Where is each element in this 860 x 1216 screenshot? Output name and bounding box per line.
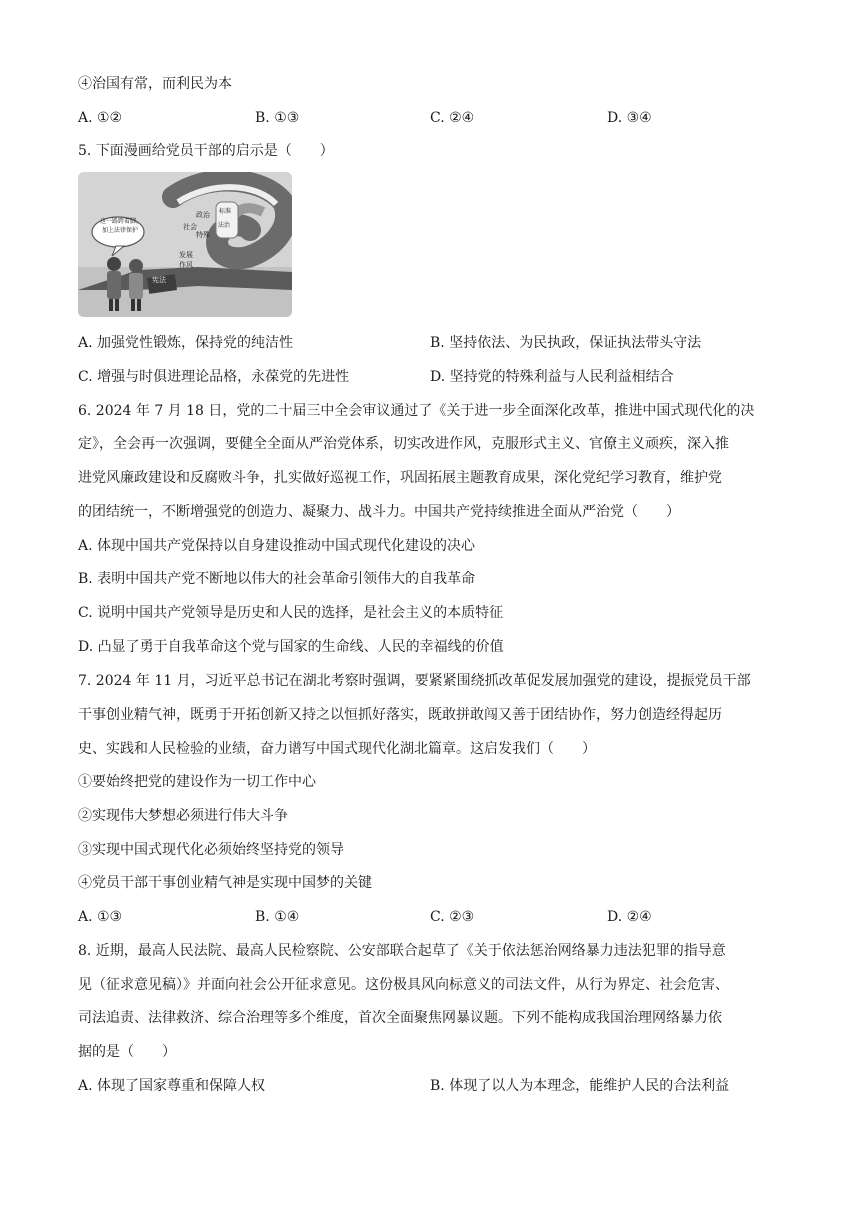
cartoon-label-6: 作风 xyxy=(179,261,193,269)
cartoon-label-5: 发展 xyxy=(179,251,193,259)
q6-option-b: B. 表明中国共产党不断地以伟大的社会革命引领伟大的自我革命 xyxy=(78,571,476,587)
q8-stem-line-2: 见（征求意见稿）》并面向社会公开征求意见。这份极具风向标意义的司法文件，从行为界定、社会危害、 xyxy=(78,977,729,993)
cartoon-bubble-line2: 加上法律保护 xyxy=(102,227,139,234)
q7-option-a: A. ①③ xyxy=(78,909,123,925)
q6-stem-line-1: 6. 2024 年 7 月 18 日，党的二十届三中全会审议通过了《关于进一步全面深化改革，推进中国式现代化的决 xyxy=(78,403,755,419)
q8-stem-line-1: 8. 近期，最高人民法院、最高人民检察院、公安部联合起草了《关于依法惩治网络暴力违法犯罪的指导意 xyxy=(78,943,726,959)
q7-stem-line-3: 史、实践和人民检验的业绩，奋力谱写中国式现代化湖北篇章。这启发我们（ ） xyxy=(78,741,596,757)
q4-option-d: D. ③④ xyxy=(607,110,652,126)
q6-stem-line-3: 进党风廉政建设和反腐败斗争，扎实做好巡视工作，巩固拓展主题教育成果，深化党纪学习教育，维护党 xyxy=(78,470,722,486)
q6-option-a: A. 体现中国共产党保持以自身建设推动中国式现代化建设的决心 xyxy=(78,538,476,554)
q5-stem: 5. 下面漫画给党员干部的启示是（ ） xyxy=(78,143,334,159)
q7-option-d: D. ②④ xyxy=(607,909,652,925)
q5-option-b: B. 坚持依法、为民执政，保证执法带头守法 xyxy=(430,335,702,351)
q6-stem-line-2: 定》，全会再一次强调，要健全全面从严治党体系，切实改进作风，克服形式主义、官僚主义顽疾，深入推 xyxy=(78,436,729,452)
cartoon-label-4: 特殊 xyxy=(196,231,210,239)
q5-option-c: C. 增强与时俱进理论品格，永葆党的先进性 xyxy=(78,369,350,385)
cartoon-label-7: 法治 xyxy=(218,222,231,229)
q7-stem-line-2: 干事创业精气神，既勇于开拓创新又持之以恒抓好落实，既敢拼敢闯又善于团结协作，努力创造经得起历 xyxy=(78,707,722,723)
q7-item-3: ③实现中国式现代化必须始终坚持党的领导 xyxy=(78,842,344,858)
cartoon-label-8: 宪法 xyxy=(152,276,166,284)
q4-option-a: A. ①② xyxy=(78,110,123,126)
q7-item-1: ①要始终把党的建设作为一切工作中心 xyxy=(78,774,316,790)
q5-cartoon xyxy=(78,172,292,317)
q7-item-4: ④党员干部干事创业精气神是实现中国梦的关键 xyxy=(78,875,372,891)
q7-option-b: B. ①④ xyxy=(255,909,300,925)
q6-option-d: D. 凸显了勇于自我革命这个党与国家的生命线、人民的幸福线的价值 xyxy=(78,639,504,655)
q4-item-4: ④治国有常，而利民为本 xyxy=(78,76,232,92)
q4-option-b: B. ①③ xyxy=(255,110,300,126)
q4-option-c: C. ②④ xyxy=(430,110,475,126)
q5-option-a: A. 加强党性锻炼，保持党的纯洁性 xyxy=(78,335,294,351)
cartoon-label-2: 标准 xyxy=(219,208,232,215)
cartoon-bubble-line1: 这一路跨着脚， xyxy=(100,218,143,225)
q8-option-b: B. 体现了以人为本理念，能维护人民的合法利益 xyxy=(430,1078,730,1094)
q7-stem-line-1: 7. 2024 年 11 月，习近平总书记在湖北考察时强调，要紧紧围绕抓改革促发展加强党的建设，提振党员干部 xyxy=(78,673,751,689)
cartoon-illustration xyxy=(78,172,292,317)
cartoon-label-1: 政治 xyxy=(196,211,210,219)
q5-option-d: D. 坚持党的特殊利益与人民利益相结合 xyxy=(430,369,674,385)
q8-option-a: A. 体现了国家尊重和保障人权 xyxy=(78,1078,266,1094)
q8-stem-line-3: 司法追责、法律救济、综合治理等多个维度，首次全面聚焦网暴议题。下列不能构成我国治理网络暴力依 xyxy=(78,1010,722,1026)
cartoon-label-3: 社会 xyxy=(183,223,197,231)
q6-stem-line-4: 的团结统一，不断增强党的创造力、凝聚力、战斗力。中国共产党持续推进全面从严治党（ ） xyxy=(78,504,680,520)
q8-stem-line-4: 据的是（ ） xyxy=(78,1044,176,1060)
q6-option-c: C. 说明中国共产党领导是历史和人民的选择，是社会主义的本质特征 xyxy=(78,605,504,621)
q7-item-2: ②实现伟大梦想必须进行伟大斗争 xyxy=(78,808,288,824)
q7-option-c: C. ②③ xyxy=(430,909,475,925)
